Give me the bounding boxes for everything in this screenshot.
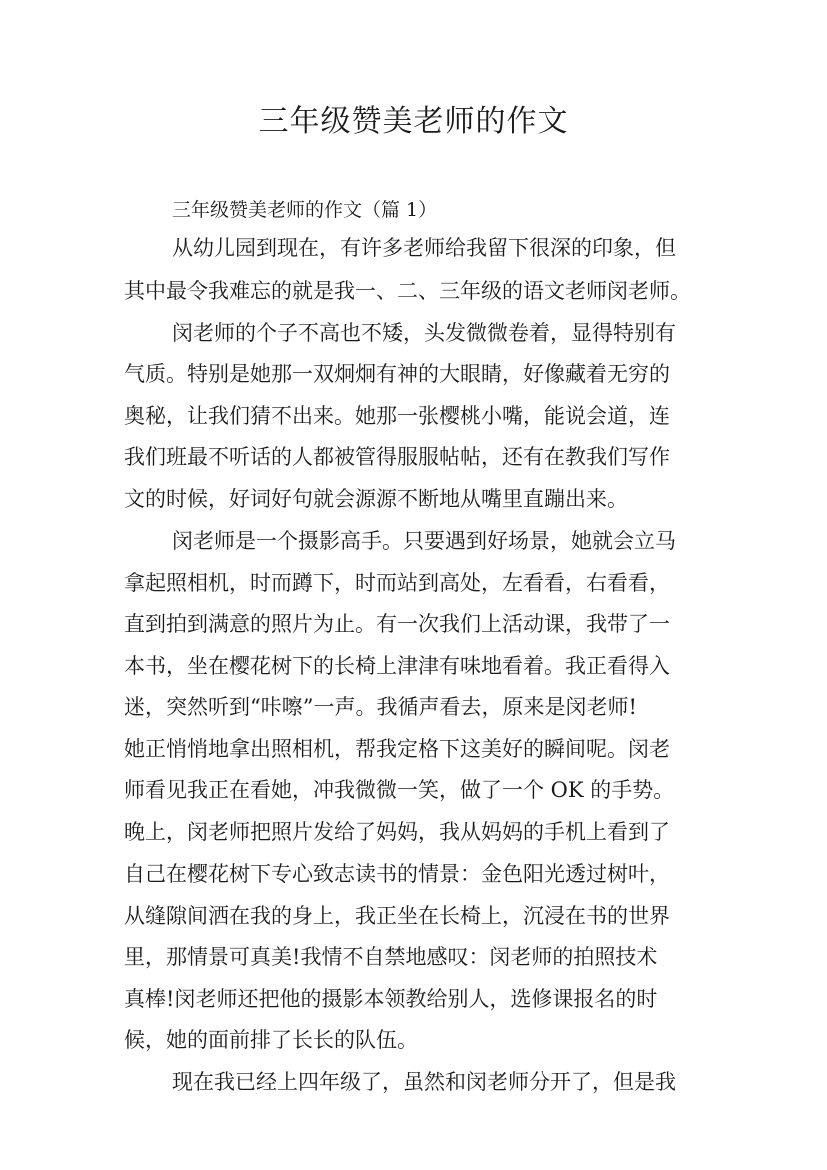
paragraph-line: 现在我已经上四年级了，虽然和闵老师分开了，但是我	[172, 1070, 676, 1094]
paragraph-line: 候，她的面前排了长长的队伍。	[124, 1028, 418, 1052]
paragraph-line: 真棒!闵老师还把他的摄影本领教给别人，选修课报名的时	[124, 987, 658, 1011]
paragraph-line: 奥秘，让我们猜不出来。她那一张樱桃小嘴，能说会道，连	[124, 404, 670, 428]
paragraph-line: 自己在樱花树下专心致志读书的情景：金色阳光透过树叶，	[124, 862, 670, 886]
paragraph-line: 拿起照相机，时而蹲下，时而站到高处，左看看，右看看，	[124, 571, 670, 595]
paragraph-line: 从幼儿园到现在，有许多老师给我留下很深的印象，但	[172, 236, 676, 260]
paragraph-line: 本书，坐在樱花树下的长椅上津津有味地看着。我正看得入	[124, 654, 670, 678]
paragraph-line: 晚上，闵老师把照片发给了妈妈，我从妈妈的手机上看到了	[124, 820, 670, 844]
document-title: 三年级赞美老师的作文	[258, 104, 569, 139]
paragraph-line: 其中最令我难忘的就是我一、二、三年级的语文老师闵老师。	[124, 279, 691, 303]
paragraph-line: 从缝隙间洒在我的身上，我正坐在长椅上，沉浸在书的世界	[124, 904, 670, 928]
paragraph-line: 闵老师是一个摄影高手。只要遇到好场景，她就会立马	[172, 529, 676, 553]
paragraph-line: 直到拍到满意的照片为止。有一次我们上活动课，我带了一	[124, 612, 670, 636]
paragraph-line: 她正悄悄地拿出照相机，帮我定格下这美好的瞬间呢。闵老	[124, 737, 670, 761]
paragraph-line: 我们班最不听话的人都被管得服服帖帖，还有在教我们写作	[124, 445, 670, 469]
paragraph-line: 气质。特别是她那一双炯炯有神的大眼睛，好像藏着无穷的	[124, 362, 670, 386]
paragraph-line: 师看见我正在看她，冲我微微一笑，做了一个 OK 的手势。	[124, 778, 675, 802]
paragraph-line: 里，那情景可真美!我情不自禁地感叹：闵老师的拍照技术	[124, 945, 658, 969]
paragraph-line: 闵老师的个子不高也不矮，头发微微卷着，显得特别有	[172, 321, 676, 345]
paragraph-line: 文的时候，好词好句就会源源不断地从嘴里直蹦出来。	[124, 487, 628, 511]
paragraph-line: 迷，突然听到“咔嚓”一声。我循声看去，原来是闵老师!	[124, 695, 637, 719]
essay-subtitle: 三年级赞美老师的作文（篇 1）	[172, 199, 438, 221]
